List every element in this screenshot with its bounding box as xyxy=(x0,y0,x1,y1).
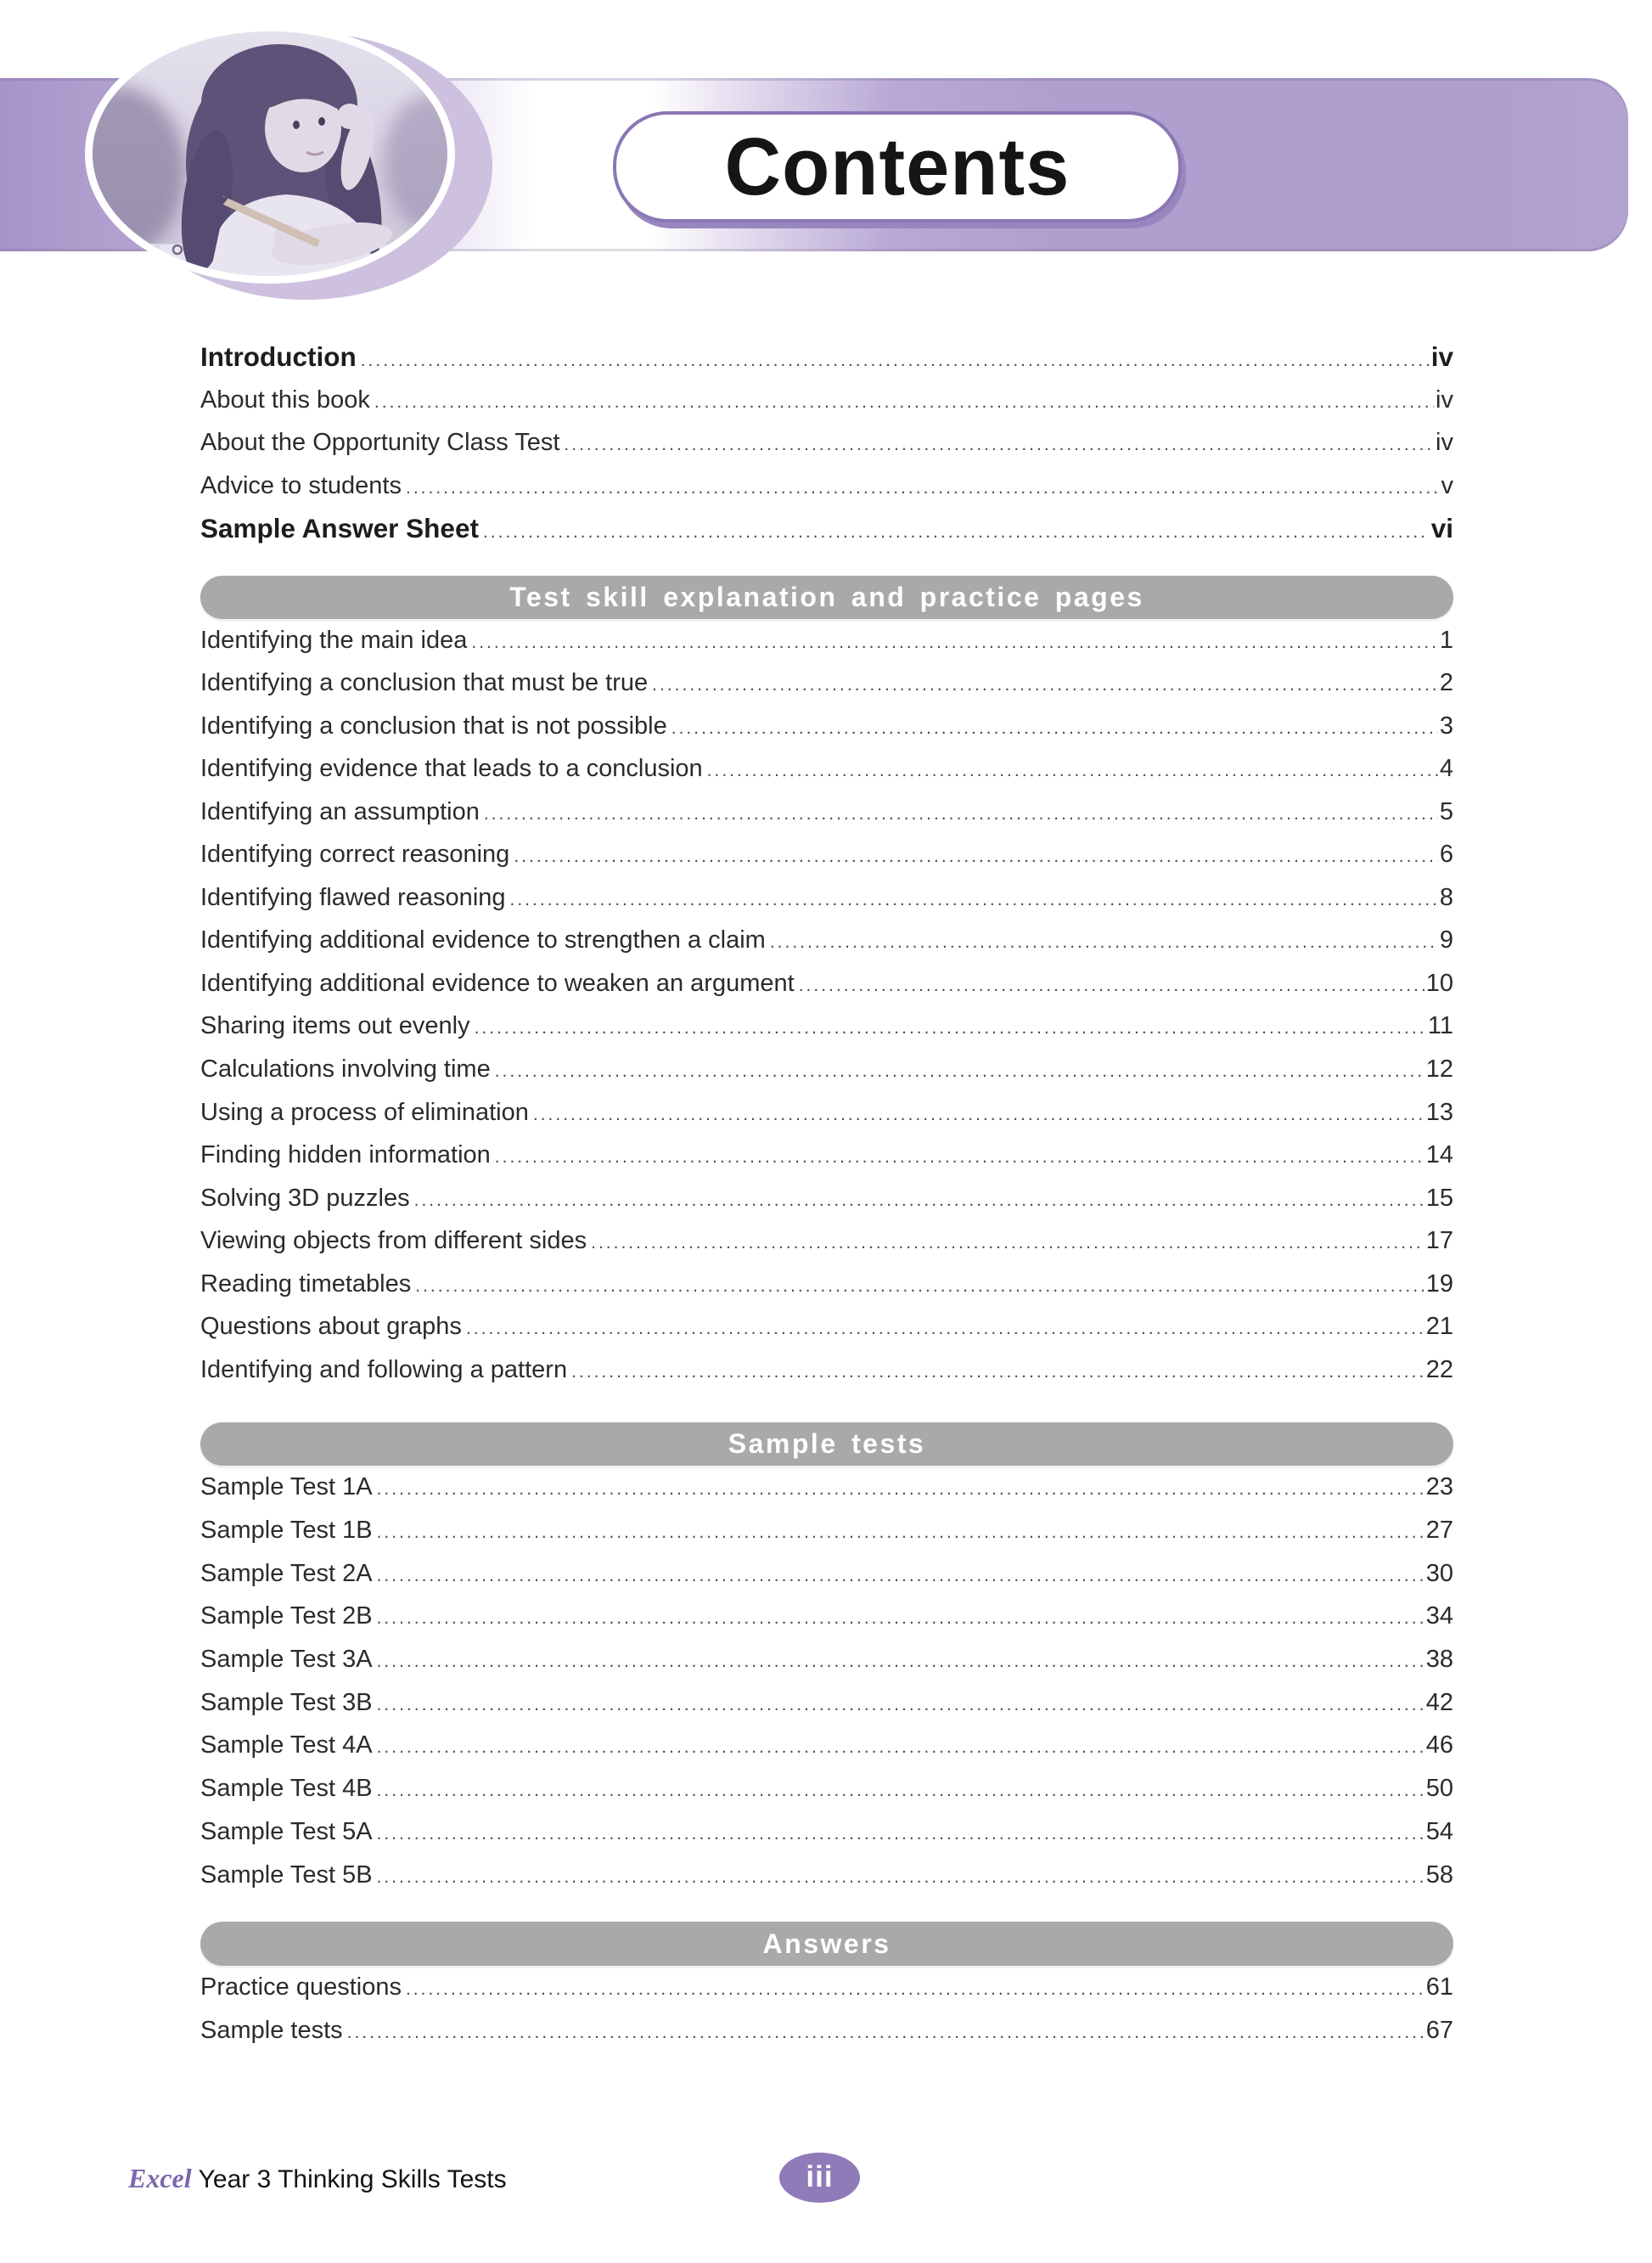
student-photo xyxy=(85,24,455,284)
toc-entry-label: Calculations involving time xyxy=(200,1055,491,1083)
toc-entry-label: Questions about graphs xyxy=(200,1313,462,1341)
toc-entry xyxy=(200,1724,1453,1767)
dotted-leader xyxy=(509,836,1438,876)
toc-entry-label: Identifying additional evidence to strengthen a claim xyxy=(200,926,766,954)
dotted-leader xyxy=(402,467,1440,508)
toc-entry xyxy=(200,747,1453,791)
dotted-leader xyxy=(373,1641,1424,1681)
toc-entry-label: Identifying an assumption xyxy=(200,797,480,825)
toc-entry-label: Identifying correct reasoning xyxy=(200,841,510,869)
toc-entry-page-number: iv xyxy=(1436,386,1453,414)
dotted-leader xyxy=(470,1007,1426,1048)
toc-entry xyxy=(200,1595,1453,1638)
toc-entry-page-number: 5 xyxy=(1439,797,1453,825)
toc-entry xyxy=(200,1509,1453,1552)
toc-entry xyxy=(200,962,1453,1005)
toc-entry xyxy=(200,507,1453,550)
toc-entry-label: About the Opportunity Class Test xyxy=(200,429,560,456)
dotted-leader xyxy=(703,750,1438,791)
dotted-leader xyxy=(766,921,1438,962)
toc-entry-page-number: 23 xyxy=(1425,1473,1453,1501)
toc-entry-page-number: 67 xyxy=(1425,2016,1453,2044)
toc-entry xyxy=(200,833,1453,876)
toc-entry-page-number: vi xyxy=(1430,513,1453,543)
toc-entry-page-number: 8 xyxy=(1439,883,1453,911)
toc-entry-label: Viewing objects from different sides xyxy=(200,1227,587,1255)
toc-entry-label: Finding hidden information xyxy=(200,1141,491,1169)
toc-entry-page-number: 4 xyxy=(1439,755,1453,783)
dotted-leader xyxy=(373,1555,1424,1596)
toc-entry-page-number: 14 xyxy=(1425,1141,1453,1169)
dotted-leader xyxy=(480,793,1438,834)
dotted-leader xyxy=(529,1094,1424,1134)
toc-entry xyxy=(200,1348,1453,1392)
toc-entry xyxy=(200,1552,1453,1596)
dotted-leader xyxy=(462,1308,1424,1348)
dotted-leader xyxy=(373,1684,1424,1725)
dotted-leader xyxy=(491,1136,1424,1177)
dotted-leader xyxy=(373,1726,1424,1767)
toc-entry-page-number: 50 xyxy=(1425,1775,1453,1803)
dotted-leader xyxy=(370,381,1434,422)
toc-entry-label: Identifying a conclusion that must be true xyxy=(200,669,649,697)
dotted-leader xyxy=(373,1468,1424,1509)
toc-entry-page-number: 10 xyxy=(1425,969,1453,997)
toc-entry xyxy=(200,1466,1453,1509)
toc-entry-label: Sample Test 2B xyxy=(200,1602,373,1630)
section-heading-bar-practice xyxy=(200,576,1453,619)
dotted-leader xyxy=(373,1597,1424,1638)
toc-entry xyxy=(200,1638,1453,1681)
toc-entry-label: Sample Test 4B xyxy=(200,1775,373,1803)
section-heading: Answers xyxy=(762,1928,891,1959)
student-photo-illustration xyxy=(93,31,447,276)
toc-entry xyxy=(200,1810,1453,1854)
toc-entry-label: Sample Test 1A xyxy=(200,1473,373,1501)
toc-entry-label: Sample tests xyxy=(200,2016,343,2044)
toc-entry-page-number: 1 xyxy=(1439,626,1453,654)
toc-entry-label: Sample Test 3B xyxy=(200,1688,373,1716)
section-heading-bar-sample-tests xyxy=(200,1422,1453,1466)
dotted-leader xyxy=(357,340,1430,379)
sample-tests-list xyxy=(200,1466,1453,1896)
dotted-leader xyxy=(506,879,1438,920)
toc-entry xyxy=(200,2009,1453,2052)
toc-entry xyxy=(200,1767,1453,1810)
toc-entry xyxy=(200,661,1453,705)
answers-list xyxy=(200,1966,1453,2052)
toc-entry xyxy=(200,919,1453,962)
toc-entry-label: Sample Test 2A xyxy=(200,1559,373,1587)
toc-entry-label: Sample Test 5A xyxy=(200,1817,373,1845)
toc-entry-label: Using a process of elimination xyxy=(200,1098,529,1126)
toc-entry-label: Sharing items out evenly xyxy=(200,1012,470,1040)
dotted-leader xyxy=(411,1265,1424,1306)
toc-entry-page-number: 42 xyxy=(1425,1688,1453,1716)
practice-pages-list xyxy=(200,619,1453,1392)
toc-entry-page-number: iv xyxy=(1436,429,1453,456)
toc-entry-label: Identifying additional evidence to weaken an argument xyxy=(200,969,795,997)
dotted-leader xyxy=(343,2012,1424,2052)
toc-entry xyxy=(200,1263,1453,1306)
toc-entry xyxy=(200,1219,1453,1263)
toc-entry xyxy=(200,619,1453,662)
dotted-leader xyxy=(587,1222,1424,1263)
toc-entry-label: Solving 3D puzzles xyxy=(200,1184,410,1212)
toc-entry-label: Identifying evidence that leads to a conclusion xyxy=(200,755,703,783)
toc-entry-label: Identifying the main idea xyxy=(200,626,468,654)
dotted-leader xyxy=(373,1813,1424,1854)
toc-entry-page-number: 12 xyxy=(1425,1055,1453,1083)
toc-entry-page-number: 13 xyxy=(1425,1098,1453,1126)
toc-entry-page-number: 22 xyxy=(1425,1355,1453,1383)
toc-entry-page-number: 46 xyxy=(1425,1731,1453,1759)
dotted-leader xyxy=(491,1050,1424,1091)
toc-entry xyxy=(200,1966,1453,2009)
toc-entry-page-number: iv xyxy=(1430,341,1453,372)
toc-entry-label: About this book xyxy=(200,386,370,414)
toc-entry-label: Sample Test 1B xyxy=(200,1517,373,1545)
toc-entry-label: Identifying and following a pattern xyxy=(200,1355,568,1383)
dotted-leader xyxy=(795,965,1424,1005)
toc-entry-page-number: 58 xyxy=(1425,1861,1453,1889)
toc-entry xyxy=(200,876,1453,920)
toc-entry-label: Reading timetables xyxy=(200,1269,412,1298)
toc-entry xyxy=(200,335,1453,379)
toc-entry-page-number: 38 xyxy=(1425,1646,1453,1674)
toc-entry-page-number: 34 xyxy=(1425,1602,1453,1630)
toc-entry-label: Introduction xyxy=(200,341,357,372)
toc-entry-page-number: 11 xyxy=(1427,1012,1453,1040)
toc-entry xyxy=(200,1091,1453,1134)
toc-entry xyxy=(200,1177,1453,1220)
footer-series-title: Year 3 Thinking Skills Tests xyxy=(198,2165,507,2193)
brand-logo-excel: Excel xyxy=(128,2163,192,2193)
dotted-leader xyxy=(667,707,1438,748)
toc-entry xyxy=(200,379,1453,422)
toc-entry-label: Identifying flawed reasoning xyxy=(200,883,506,911)
toc-entry xyxy=(200,1681,1453,1725)
toc-entry-page-number: 15 xyxy=(1425,1184,1453,1212)
toc-entry-label: Sample Test 3A xyxy=(200,1646,373,1674)
footer-book-title xyxy=(128,2161,507,2201)
page-title-pill xyxy=(613,111,1182,222)
dotted-leader xyxy=(479,511,1430,550)
page-title: Contents xyxy=(724,121,1070,212)
page-number-oval xyxy=(779,2153,860,2203)
toc-entry xyxy=(200,421,1453,464)
page-number: iii xyxy=(806,2160,834,2193)
toc-entry-page-number: 21 xyxy=(1425,1313,1453,1341)
toc-entry xyxy=(200,464,1453,508)
toc-entry xyxy=(200,1134,1453,1177)
toc-entry-page-number: 30 xyxy=(1425,1559,1453,1587)
toc-entry-label: Sample Test 4A xyxy=(200,1731,373,1759)
toc-entry-page-number: 9 xyxy=(1439,926,1453,954)
toc-entry-page-number: 19 xyxy=(1425,1269,1453,1298)
toc-entry xyxy=(200,1005,1453,1048)
toc-entry xyxy=(200,1854,1453,1897)
front-matter-list xyxy=(200,335,1453,550)
dotted-leader xyxy=(467,622,1437,662)
toc-entry xyxy=(200,791,1453,834)
toc-entry-page-number: 54 xyxy=(1425,1817,1453,1845)
section-heading: Test skill explanation and practice pages xyxy=(509,581,1144,612)
dotted-leader xyxy=(559,424,1434,464)
section-heading: Sample tests xyxy=(728,1428,926,1460)
dotted-leader xyxy=(402,1968,1424,2009)
toc-entry-label: Sample Test 5B xyxy=(200,1861,373,1889)
dotted-leader xyxy=(567,1351,1424,1392)
toc-entry-page-number: 3 xyxy=(1439,712,1453,740)
toc-entry xyxy=(200,705,1453,748)
toc-entry-page-number: 6 xyxy=(1439,841,1453,869)
toc-entry xyxy=(200,1305,1453,1348)
toc-entry-page-number: 27 xyxy=(1425,1517,1453,1545)
dotted-leader xyxy=(648,664,1438,705)
toc-entry-page-number: 17 xyxy=(1425,1227,1453,1255)
toc-entry-label: Advice to students xyxy=(200,471,402,499)
toc-entry-label: Identifying a conclusion that is not possible xyxy=(200,712,667,740)
toc-entry-label: Sample Answer Sheet xyxy=(200,513,479,543)
dotted-leader xyxy=(373,1511,1424,1552)
dotted-leader xyxy=(410,1179,1424,1220)
dotted-leader xyxy=(373,1856,1424,1897)
dotted-leader xyxy=(373,1770,1424,1810)
toc-entry-page-number: 2 xyxy=(1439,669,1453,697)
section-heading-bar-answers xyxy=(200,1922,1453,1966)
toc-entry xyxy=(200,1048,1453,1091)
toc-entry-page-number: v xyxy=(1441,471,1453,499)
toc-entry-page-number: 61 xyxy=(1425,1973,1453,2001)
table-of-contents xyxy=(200,335,1453,2052)
toc-entry-label: Practice questions xyxy=(200,1973,402,2001)
